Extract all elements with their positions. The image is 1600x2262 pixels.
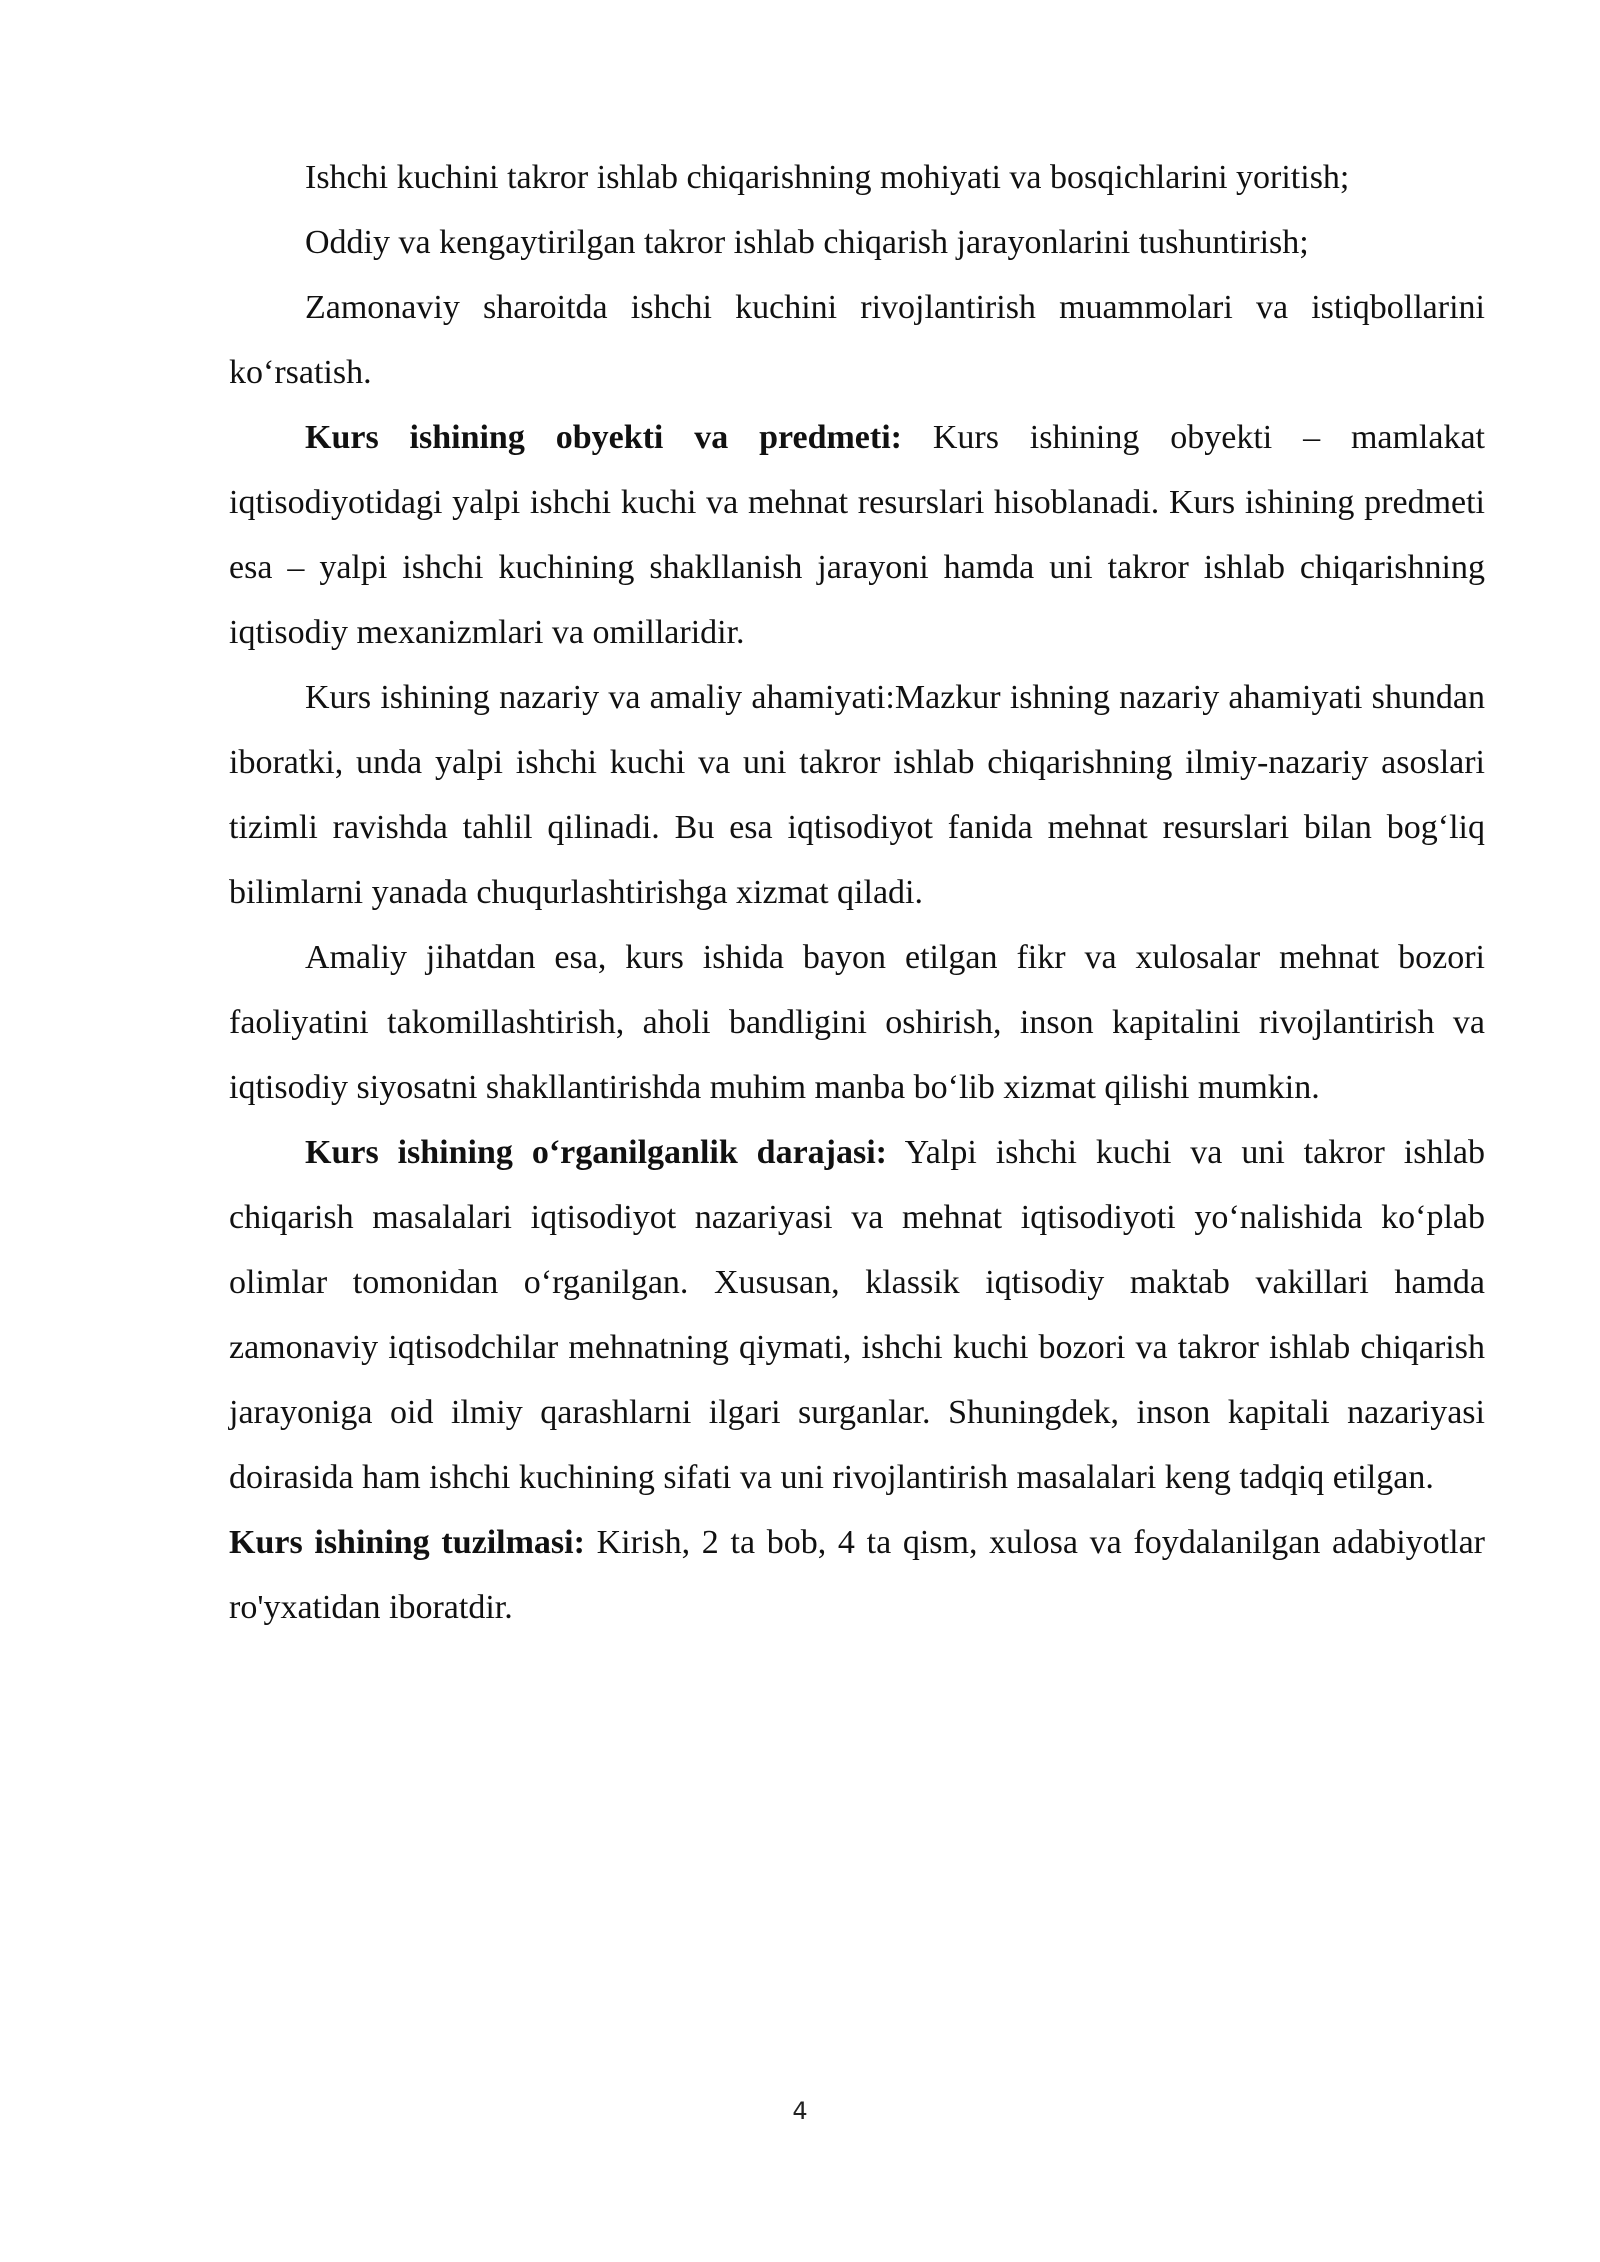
document-body bbox=[229, 145, 1485, 1640]
paragraph-structure bbox=[229, 1510, 1485, 1640]
section-heading: Kurs ishining tuzilmasi: bbox=[229, 1524, 585, 1561]
paragraph-text: Kirish, 2 ta bob, 4 ta qism, xulosa va foydalanilgan adabiyotlar ro'yxatidan iboratdir. bbox=[229, 1524, 1485, 1626]
section-heading: Kurs ishining o‘rganilganlik darajasi: bbox=[305, 1134, 887, 1171]
paragraph-goal-2 bbox=[229, 210, 1485, 275]
paragraph-text: Amaliy jihatdan esa, kurs ishida bayon etilgan fikr va xulosalar mehnat bozori faoliyatini takomillashtirish, aholi bandligini oshirish, inson kapitalini rivojlantirish va iqtisodiy siyosatni shakllantirishda muhim manba bo‘lib xizmat qilishi mumkin. bbox=[229, 939, 1485, 1106]
section-heading: Kurs ishining obyekti va predmeti: bbox=[305, 419, 902, 456]
paragraph-goal-1 bbox=[229, 145, 1485, 210]
paragraph-text: Kurs ishining nazariy va amaliy ahamiyati:Mazkur ishning nazariy ahamiyati shundan iboratki, unda yalpi ishchi kuchi va uni takror ishlab chiqarishning ilmiy-nazariy asoslari tizimli ravishda tahlil qilinadi. Bu esa iqtisodiyot fanida mehnat resurslari bilan bog‘liq bilimlarni yanada chuqurlashtirishga xizmat qiladi. bbox=[229, 679, 1485, 911]
paragraph-text: Ishchi kuchini takror ishlab chiqarishning mohiyati va bosqichlarini yoritish; bbox=[305, 159, 1350, 196]
paragraph-significance bbox=[229, 665, 1485, 925]
paragraph-study-level bbox=[229, 1120, 1485, 1510]
paragraph-goal-3 bbox=[229, 275, 1485, 405]
paragraph-text: Yalpi ishchi kuchi va uni takror ishlab chiqarish masalalari iqtisodiyot nazariyasi va mehnat iqtisodiyoti yo‘nalishida ko‘plab olimlar tomonidan o‘rganilgan. Xususan, klassik iqtisodiy maktab vakillari hamda zamonaviy iqtisodchilar mehnatning qiymati, ishchi kuchi bozori va takror ishlab chiqarish jarayoniga oid ilmiy qarashlarni ilgari surganlar. Shuningdek, inson kapitali nazariyasi doirasida ham ishchi kuchining sifati va uni rivojlantirish masalalari keng tadqiq etilgan. bbox=[229, 1134, 1485, 1496]
paragraph-text: Kurs ishining obyekti – mamlakat iqtisodiyotidagi yalpi ishchi kuchi va mehnat resurslari hisoblanadi. Kurs ishining predmeti esa – yalpi ishchi kuchining shakllanish jarayoni hamda uni takror ishlab chiqarishning iqtisodiy mexanizmlari va omillaridir. bbox=[229, 419, 1485, 651]
paragraph-text: Oddiy va kengaytirilgan takror ishlab chiqarish jarayonlarini tushuntirish; bbox=[305, 224, 1309, 261]
paragraph-practical bbox=[229, 925, 1485, 1120]
paragraph-text: Zamonaviy sharoitda ishchi kuchini rivojlantirish muammolari va istiqbollarini ko‘rsatish. bbox=[229, 289, 1485, 391]
paragraph-object-subject bbox=[229, 405, 1485, 665]
page-number: 4 bbox=[792, 2097, 808, 2125]
